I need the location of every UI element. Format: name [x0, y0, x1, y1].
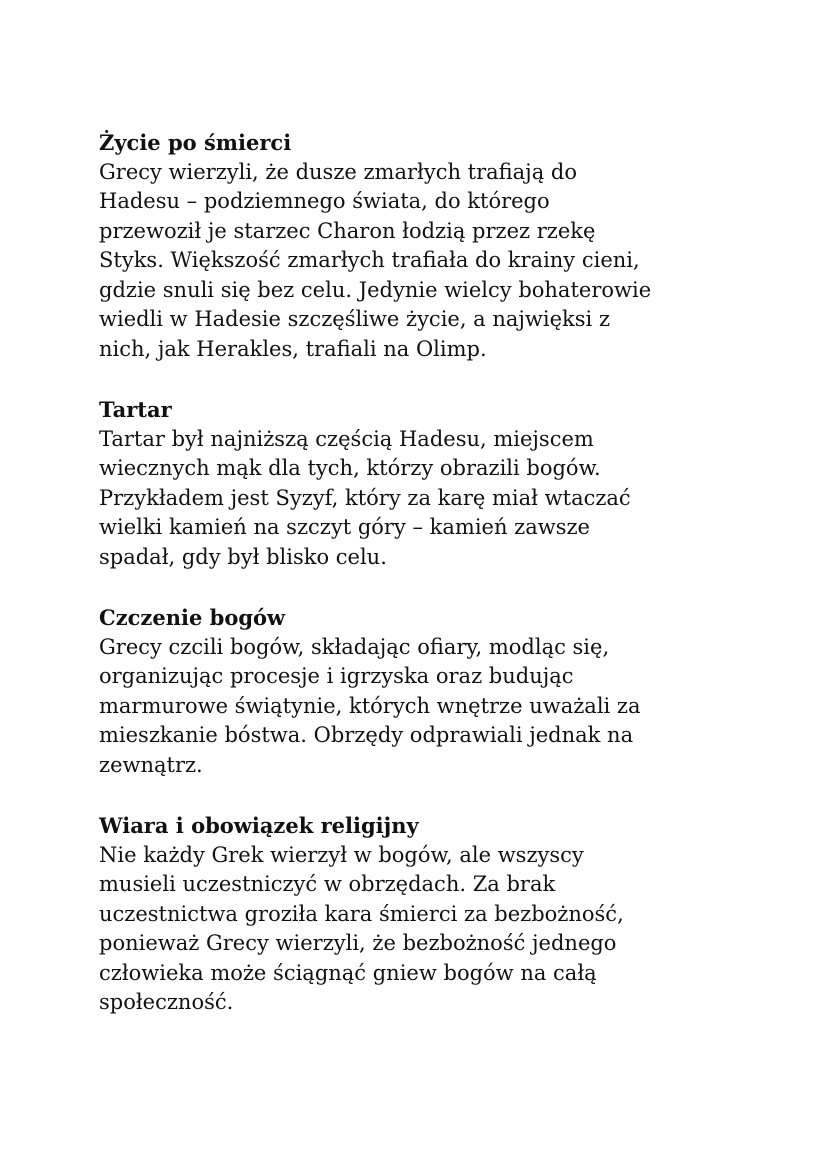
paragraph-line: ponieważ Grecy wierzyli, że bezbożność jednego — [99, 931, 617, 955]
paragraph-line: zewnątrz. — [99, 752, 203, 777]
paragraph-line: Nie każdy Grek wierzył w bogów, ale wszyscy — [99, 842, 584, 867]
paragraph-line: nich, jak Herakles, trafiali na Olimp. — [99, 336, 487, 361]
section-tartar — [99, 395, 759, 572]
paragraph-line: społeczność. — [99, 990, 234, 1014]
paragraph-line: człowieka może ściągnąć gniew bogów na całą — [99, 960, 597, 985]
paragraph-line: spadał, gdy był blisko celu. — [99, 544, 387, 569]
section-czczenie-bogow — [99, 603, 759, 780]
paragraph-line: musieli uczestniczyć w obrzędach. Za brak — [99, 872, 556, 896]
section-heading: Czczenie bogów — [99, 605, 286, 630]
paragraph-line: organizując procesje i igrzyska oraz budując — [99, 664, 574, 688]
section-wiara-i-obowiazek — [99, 811, 759, 1018]
paragraph-line: Grecy wierzyli, że dusze zmarłych trafiają do — [99, 159, 577, 184]
paragraph-line: gdzie snuli się bez celu. Jedynie wielcy bohaterowie — [99, 277, 652, 302]
paragraph-line: wielki kamień na szczyt góry – kamień zawsze — [99, 515, 590, 539]
paragraph-line: marmurowe świątynie, których wnętrze uważali za — [99, 693, 641, 718]
document-page — [99, 128, 759, 1049]
section-heading: Życie po śmierci — [99, 130, 292, 155]
paragraph-line: mieszkanie bóstwa. Obrzędy odprawiali jednak na — [99, 723, 634, 747]
paragraph-line: Styks. Większość zmarłych trafiała do krainy cieni, — [99, 248, 640, 272]
section-heading: Tartar — [99, 397, 172, 422]
paragraph-line: wiecznych mąk dla tych, którzy obrazili bogów. — [99, 456, 601, 480]
paragraph-line: Hadesu – podziemnego świata, do którego — [99, 189, 550, 213]
paragraph-line: Przykładem jest Syzyf, który za karę miał wtaczać — [99, 485, 631, 510]
paragraph-line: wiedli w Hadesie szczęśliwe życie, a najwięksi z — [99, 307, 611, 331]
section-heading: Wiara i obowiązek religijny — [99, 813, 419, 838]
paragraph-line: Grecy czcili bogów, składając ofiary, modląc się, — [99, 634, 610, 659]
paragraph-line: przewoził je starzec Charon łodzią przez rzekę — [99, 218, 596, 243]
section-zycie-po-smierci — [99, 128, 759, 364]
paragraph-line: Tartar był najniższą częścią Hadesu, miejscem — [99, 426, 594, 451]
paragraph-line: uczestnictwa groziła kara śmierci za bezbożność, — [99, 901, 624, 926]
